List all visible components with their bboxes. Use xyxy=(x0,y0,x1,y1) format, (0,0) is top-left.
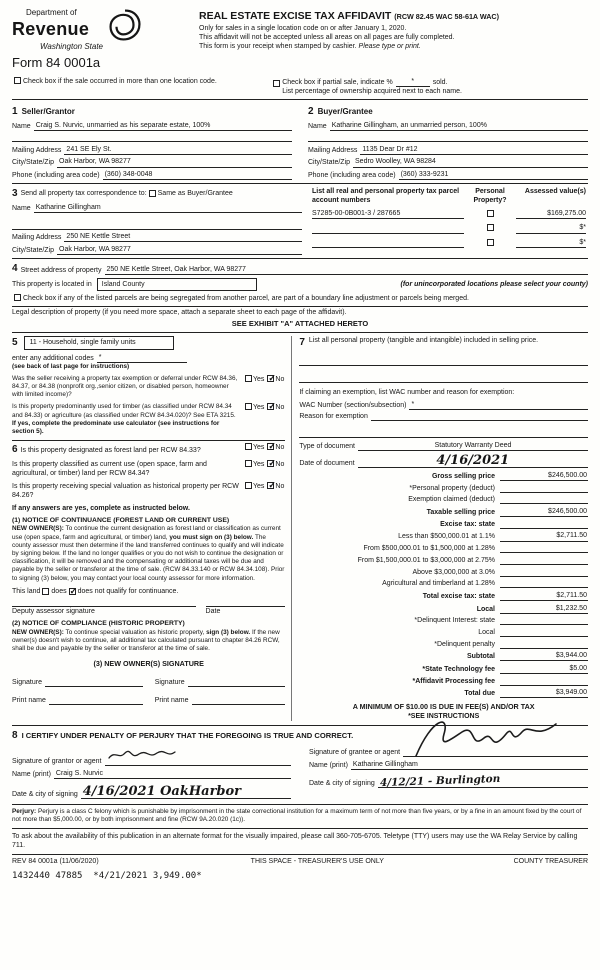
parcel-row xyxy=(312,209,588,219)
no-label: No xyxy=(275,444,285,452)
mailing-address-label: Mailing Address xyxy=(12,234,62,242)
title-block xyxy=(199,8,588,72)
seller-city-state-zip-field[interactable]: Oak Harbor, WA 98277 xyxy=(57,157,292,167)
buyer-name-field[interactable]: Katharine Gillingham, an unmarried person, 100% xyxy=(330,121,588,131)
state-technology-fee-label: *State Technology fee xyxy=(422,666,495,673)
same-as-buyer-label: Same as Buyer/Grantee xyxy=(157,190,233,198)
personal-property-list-line-1[interactable] xyxy=(299,357,588,366)
county-treasurer-label: COUNTY TREASURER xyxy=(513,858,588,866)
multi-location-checkbox[interactable] xyxy=(14,77,21,84)
type-of-document-label: Type of document xyxy=(299,443,356,451)
assessed-value-field[interactable]: $* xyxy=(516,238,586,248)
if-yes-note: If any answers are yes, complete as instructed below. xyxy=(12,504,190,512)
buyer-name-extra-line[interactable] xyxy=(308,133,588,142)
certify-statement: I CERTIFY UNDER PENALTY OF PERJURY THAT THE FOREGOING IS TRUE AND CORRECT. xyxy=(21,730,354,740)
land-use-code-field[interactable]: 11 - Household, single family units xyxy=(24,336,174,350)
tier2-value[interactable] xyxy=(500,544,588,553)
yes-checkbox[interactable] xyxy=(245,403,252,410)
tier3-label: From $1,500,000.01 to $3,000,000 at 2.75% xyxy=(357,556,495,564)
county-note: (for unincorporated locations please select your county) xyxy=(400,280,588,288)
buyer-mailing-address-field[interactable]: 1135 Dear Dr #12 xyxy=(360,145,588,155)
name-print-label: Name (print) xyxy=(12,770,51,778)
header-note-1: Only for sales in a single location code on or after January 1, 2020. xyxy=(199,24,407,32)
tier4-value[interactable] xyxy=(500,568,588,577)
assessed-value-field[interactable]: $169,275.00 xyxy=(516,209,586,219)
current-use-answer xyxy=(243,460,285,478)
tier4-label: Above $3,000,000 at 3.0% xyxy=(412,568,495,576)
does-not-qualify-checkbox[interactable] xyxy=(69,588,76,595)
divider xyxy=(12,332,588,333)
reason-exemption-label: Reason for exemption xyxy=(299,413,368,421)
deputy-assessor-signature-label: Deputy assessor signature xyxy=(12,607,95,615)
total-excise-state-value[interactable]: $2,711.50 xyxy=(500,591,588,601)
notice-continuance-body-2: The county assessor must then determine if the land transferred continues to qualify and will indicate by signing below. If the land no longer qualifies or you do not wish to continue the designation or classification, it will be removed and the compensating or additional taxes will be due and payable by the seller or transferor at the time of sale. (RCW 84.33.140 or RCW 84.34.108). Prior to signing (3) below, you may contact your local county assessor for more information. xyxy=(12,533,285,582)
yes-label: Yes xyxy=(252,375,265,383)
grantee-signature xyxy=(410,710,560,764)
section1-title: Seller/Grantor xyxy=(21,107,75,117)
excise-tax-state-value[interactable] xyxy=(500,520,588,529)
agricultural-timberland-label: Agricultural and timberland at 1.28% xyxy=(382,580,495,588)
divider xyxy=(12,258,588,259)
grantee-date-city-handwriting: 4/12/21 - Burlington xyxy=(379,772,501,789)
signature-label: Signature xyxy=(12,678,42,686)
grantee-signature-label: Signature of grantee or agent xyxy=(309,748,401,756)
certification-section xyxy=(12,725,588,799)
partial-sale-checkbox[interactable] xyxy=(273,80,280,87)
city-state-zip-label: City/State/Zip xyxy=(12,246,55,254)
new-owners-signature-title: (3) NEW OWNER(S) SIGNATURE xyxy=(93,659,204,669)
partial-sale-label: Check box if partial sale, indicate % xyxy=(282,79,393,87)
historic-property-answer xyxy=(243,482,285,500)
does-qualify-checkbox[interactable] xyxy=(42,588,49,595)
ownership-percent-note: List percentage of ownership acquired next to each name. xyxy=(282,88,462,96)
state-technology-fee-value[interactable]: $5.00 xyxy=(500,664,588,674)
no-label: No xyxy=(275,375,285,383)
date-city-label: Date & city of signing xyxy=(12,790,78,798)
grantor-signature xyxy=(107,748,177,762)
exemption-claimed-label: Exemption claimed (deduct) xyxy=(408,496,495,504)
total-due-label: Total due xyxy=(464,690,495,698)
multi-location-label: Check box if the sale occurred in more than one location code. xyxy=(23,78,217,86)
revenue-wordmark: Revenue xyxy=(12,19,90,40)
treasurer-stamp: 1432440 47885 *4/21/2021 3,949.00* xyxy=(12,871,202,882)
seller-mailing-address-field[interactable]: 241 SE Ely St. xyxy=(64,145,292,155)
section6-number: 6 xyxy=(12,444,18,456)
header-note-3-italic: Please type or print. xyxy=(358,42,421,50)
correspondence-mailing-address-field[interactable]: 250 NE Kettle Street xyxy=(64,232,302,242)
form-revision-label: REV 84 0001a (11/06/2020) xyxy=(12,858,99,866)
assessed-value-field[interactable]: $* xyxy=(516,223,586,233)
type-of-document-field[interactable]: Statutory Warranty Deed xyxy=(358,441,588,451)
seller-grantor-section xyxy=(12,103,292,180)
notice-continuance-body-1: To continue the current designation as forest land or classification as current use (open space, farm and agricultural, or timber) land, xyxy=(12,525,281,541)
footer xyxy=(12,854,588,866)
partial-sale-sold-label: sold. xyxy=(432,79,448,87)
notice-compliance-body-2: If the new owner(s) doesn't wish to continue, all additional tax calculated pursuant to chapter 84.26 RCW, shall be due and payable by the seller or transferor at the time of sale. xyxy=(12,628,280,653)
header-note-3: This form is your receipt when stamped by cashier. xyxy=(199,42,357,50)
yes-checkbox[interactable] xyxy=(245,460,252,467)
no-checkbox[interactable] xyxy=(267,443,274,450)
no-label: No xyxy=(275,483,285,491)
owner-signature-field-2[interactable] xyxy=(188,678,286,687)
total-due-value[interactable]: $3,949.00 xyxy=(500,688,588,698)
correspondence-name-field[interactable]: Katharine Gillingham xyxy=(34,203,302,213)
current-use-question: Is this property classified as current use (open space, farm and agricultural, or timber) land per RCW 84.34? xyxy=(12,461,207,478)
mailing-address-label: Mailing Address xyxy=(308,146,358,154)
correspondence-label: Send all property tax correspondence to: xyxy=(20,190,147,198)
parcel-row xyxy=(312,223,588,233)
exemption-intro: If claiming an exemption, list WAC number and reason for exemption: xyxy=(299,388,515,396)
tier3-value[interactable] xyxy=(500,556,588,565)
divider xyxy=(12,183,588,184)
delinquent-penalty-value[interactable] xyxy=(500,640,588,649)
parcel-column-header: List all real and personal property tax parcel account numbers xyxy=(312,188,460,205)
right-column xyxy=(291,336,588,721)
section7-number: 7 xyxy=(299,336,305,348)
section1-number: 1 xyxy=(12,106,18,118)
personal-property-list-line-2[interactable] xyxy=(299,374,588,383)
street-address-label: Street address of property xyxy=(20,266,102,274)
gross-selling-price-label: Gross selling price xyxy=(431,473,495,480)
this-land-label: This land xyxy=(12,587,41,595)
yes-checkbox[interactable] xyxy=(245,482,252,489)
correspondence-section xyxy=(12,187,588,255)
personal-property-column-header: Personal Property? xyxy=(473,188,507,205)
local-tax-value[interactable]: $1,232.50 xyxy=(500,604,588,614)
affidavit-processing-fee-label: *Affidavit Processing fee xyxy=(412,677,495,685)
grantee-date-city-field[interactable] xyxy=(378,772,588,789)
grantee-print-name-field[interactable]: Katharine Gillingham xyxy=(351,760,588,770)
segregated-checkbox[interactable] xyxy=(14,294,21,301)
grantor-date-city-field[interactable] xyxy=(81,783,291,799)
treasurer-space-label: THIS SPACE - TREASURER'S USE ONLY xyxy=(250,858,384,866)
yes-checkbox[interactable] xyxy=(245,443,252,450)
parcel-number-field[interactable]: S7285-00-0B001-3 / 287665 xyxy=(312,209,464,219)
no-checkbox[interactable] xyxy=(267,375,274,382)
divider xyxy=(12,99,588,100)
no-label: No xyxy=(275,404,285,412)
grantor-signature-field[interactable] xyxy=(105,748,291,766)
city-state-zip-label: City/State/Zip xyxy=(308,159,351,167)
dept-of-label: Department of xyxy=(26,8,77,17)
personal-property-checkbox[interactable] xyxy=(487,239,494,246)
owner-print-name-field-2[interactable] xyxy=(192,696,286,705)
date-city-label: Date & city of signing xyxy=(309,779,375,787)
tier1-value[interactable]: $2,711.50 xyxy=(500,531,588,541)
notice-continuance-bold: you must sign on (3) below. xyxy=(169,533,254,541)
divider xyxy=(12,440,285,441)
total-excise-state-label: Total excise tax: state xyxy=(422,592,495,600)
yes-label: Yes xyxy=(252,483,265,491)
notice-compliance-bold: sign (3) below. xyxy=(206,628,251,636)
seller-phone-field[interactable]: (360) 348-0048 xyxy=(103,170,292,180)
excise-tax-state-label: Excise tax: state xyxy=(440,520,495,528)
taxable-selling-price-value[interactable]: $246,500.00 xyxy=(500,507,588,517)
grantor-signature-block xyxy=(12,742,291,799)
parcel-number-field[interactable] xyxy=(312,225,464,234)
phone-label: Phone (including area code) xyxy=(308,172,396,180)
parcel-table xyxy=(312,187,588,255)
located-in-label: This property is located in xyxy=(12,280,92,288)
header-note-2: This affidavit will not be accepted unless all areas on all pages are fully completed. xyxy=(199,33,455,41)
delinquent-interest-local-label: Local xyxy=(478,628,495,636)
notice-compliance-body-1: To continue special valuation as historic property, xyxy=(65,628,205,636)
personal-property-intro: List all personal property (tangible and intangible) included in selling price. xyxy=(308,336,539,344)
personal-property-deduct-value[interactable] xyxy=(500,484,588,493)
date-label: Date xyxy=(205,607,221,615)
notice-continuance-title: (1) NOTICE OF CONTINUANCE (FOREST LAND OR CURRENT USE) xyxy=(12,516,230,524)
exemption-deferral-answer xyxy=(243,375,285,400)
form-title: REAL ESTATE EXCISE TAX AFFIDAVIT xyxy=(199,10,392,22)
personal-property-checkbox[interactable] xyxy=(487,224,494,231)
correspondence-city-state-zip-field[interactable]: Oak Harbor, WA 98277 xyxy=(57,245,302,255)
yes-label: Yes xyxy=(252,404,265,412)
gross-selling-price-value[interactable]: $246,500.00 xyxy=(500,471,588,481)
accessibility-notice: To ask about the availability of this publication in an alternate format for the visually impaired, please call 360-705-6705. Teletype (TTY) users may use the WA Relay Service by calling 711. xyxy=(12,828,588,850)
legal-description-value[interactable]: SEE EXHIBIT "A" ATTACHED HERETO xyxy=(231,319,369,329)
personal-property-deduct-label: *Personal property (deduct) xyxy=(409,484,495,492)
print-name-label: Print name xyxy=(12,696,46,704)
grantor-signature-label: Signature of grantor or agent xyxy=(12,757,102,765)
historic-property-question: Is this property receiving special valuation as historical property per RCW 84.26? xyxy=(12,483,239,500)
name-print-label: Name (print) xyxy=(309,761,348,769)
dor-logo-block xyxy=(12,8,187,72)
form-title-rcw: (RCW 82.45 WAC 58-61A WAC) xyxy=(394,12,500,21)
signature-label: Signature xyxy=(154,678,185,686)
buyer-city-state-zip-field[interactable]: Sedro Woolley, WA 98284 xyxy=(353,157,588,167)
yes-label: Yes xyxy=(252,444,265,452)
exemption-deferral-question: Was the seller receiving a property tax exemption or deferral under RCW 84.36, 84.37, or 84.38 (nonprofit org.,senior citizen, or disabled person, homeowner with limited income)? xyxy=(12,374,238,399)
predominate-use-note: If yes, complete the predominate use calculator (see instructions for section 5). xyxy=(12,419,220,435)
section3-number: 3 xyxy=(12,188,18,200)
seller-name-field[interactable]: Craig S. Nurvic, unmarried as his separate estate, 100% xyxy=(34,121,292,131)
parcel-number-field[interactable] xyxy=(312,239,464,248)
forest-land-answer xyxy=(243,443,285,456)
yes-checkbox[interactable] xyxy=(245,375,252,382)
city-state-zip-label: City/State/Zip xyxy=(12,159,55,167)
date-of-document-field[interactable]: 4/16/2021 xyxy=(436,453,510,469)
assessed-value-column-header: Assessed value(s) xyxy=(524,188,586,196)
exemption-claimed-value[interactable] xyxy=(500,495,588,504)
additional-codes-field[interactable]: * xyxy=(97,353,187,363)
affidavit-processing-fee-value[interactable] xyxy=(500,677,588,686)
grantor-date-city-handwriting: 4/16/2021 OakHarbor xyxy=(82,783,242,799)
divider xyxy=(12,306,588,307)
main-columns xyxy=(12,336,588,721)
reason-exemption-field[interactable] xyxy=(371,412,588,421)
wac-number-label: WAC Number (section/subsection) xyxy=(299,401,407,409)
buyer-grantee-section xyxy=(308,103,588,180)
same-as-buyer-checkbox[interactable] xyxy=(149,190,156,197)
buyer-phone-field[interactable]: (360) 333-9231 xyxy=(399,170,588,180)
name-label: Name xyxy=(308,122,327,130)
section5-number: 5 xyxy=(12,337,18,349)
print-name-label: Print name xyxy=(154,696,189,704)
taxable-selling-price-label: Taxable selling price xyxy=(426,509,495,517)
street-address-field[interactable]: 250 NE Kettle Street, Oak Harbor, WA 98277 xyxy=(105,265,589,275)
no-label: No xyxy=(275,461,285,469)
does-not-label: does not qualify for continuance. xyxy=(77,587,179,595)
additional-codes-label: enter any additional codes xyxy=(12,354,94,362)
name-label: Name xyxy=(12,122,31,130)
county-select[interactable]: Island County xyxy=(97,278,257,291)
personal-property-checkbox[interactable] xyxy=(487,210,494,217)
see-instructions-note: *SEE INSTRUCTIONS xyxy=(408,712,480,720)
section4-number: 4 xyxy=(12,262,18,274)
owner-signature-field-1[interactable] xyxy=(45,678,143,687)
washington-state-label: Washington State xyxy=(40,41,104,51)
section2-title: Buyer/Grantee xyxy=(317,107,373,117)
correspondence-extra-line[interactable] xyxy=(12,221,302,230)
seller-name-extra-line[interactable] xyxy=(12,133,292,142)
top-checkboxes-row xyxy=(12,77,588,96)
notice-compliance-title: (2) NOTICE OF COMPLIANCE (HISTORIC PROPERTY) xyxy=(12,619,185,627)
header xyxy=(12,8,588,72)
delinquent-penalty-label: *Delinquent penalty xyxy=(434,640,495,648)
section2-number: 2 xyxy=(308,106,314,118)
date-of-document-label: Date of document xyxy=(299,460,355,468)
new-owners-label: NEW OWNER(S): xyxy=(12,628,64,636)
section8-number: 8 xyxy=(12,729,18,741)
partial-sale-percent-field[interactable]: * xyxy=(396,77,430,87)
minimum-due-note: A MINIMUM OF $10.00 IS DUE IN FEE(S) AND/OR TAX xyxy=(352,702,535,712)
reason-exemption-extra-line[interactable] xyxy=(299,429,588,438)
phone-label: Phone (including area code) xyxy=(12,172,100,180)
new-owners-label: NEW OWNER(S): xyxy=(12,525,64,533)
see-back-note: (see back of last page for instructions) xyxy=(12,362,130,370)
form-number: Form 84 0001a xyxy=(12,55,101,71)
does-label: does xyxy=(51,587,67,595)
tier1-label: Less than $500,000.01 at 1.1% xyxy=(398,533,495,541)
perjury-body: Perjury is a class C felony which is punishable by imprisonment in the state correctional institution for a maximum term of not more than five years, or by a fine in an amount fixed by the court of not more than $5,000.00, or by both imprisonment and fine (RCW 9A.20.020 (1c)). xyxy=(12,807,582,823)
tier2-label: From $500,000.01 to $1,500,000 at 1.28% xyxy=(363,545,495,553)
dor-swirl-logo-icon xyxy=(108,8,142,42)
agricultural-timberland-value[interactable] xyxy=(500,579,588,588)
no-checkbox[interactable] xyxy=(267,482,274,489)
subtotal-value[interactable]: $3,944.00 xyxy=(500,651,588,661)
parcel-row xyxy=(312,238,588,248)
forest-land-question: Is this property designated as forest land per RCW 84.33? xyxy=(20,447,201,455)
delinquent-interest-state-label: *Delinquent Interest: state xyxy=(414,617,495,625)
no-checkbox[interactable] xyxy=(267,403,274,410)
name-label: Name xyxy=(12,204,31,212)
subtotal-label: Subtotal xyxy=(466,653,495,661)
local-tax-label: Local xyxy=(476,605,495,613)
legal-description-label: Legal description of property (if you need more space, attach a separate sheet to each page of the affidavit). xyxy=(12,309,347,317)
property-location-section xyxy=(12,262,588,329)
delinquent-interest-state-value[interactable] xyxy=(500,616,588,625)
mailing-address-label: Mailing Address xyxy=(12,146,62,154)
segregated-label: Check box if any of the listed parcels are being segregated from another parcel, are part of a boundary line adjustment or parcels being merged. xyxy=(23,295,469,302)
perjury-notice xyxy=(12,804,588,824)
seller-buyer-sections xyxy=(12,103,588,180)
yes-label: Yes xyxy=(252,461,265,469)
no-checkbox[interactable] xyxy=(267,460,274,467)
perjury-title: Perjury: xyxy=(12,807,37,815)
left-column xyxy=(12,336,291,721)
timber-agriculture-answer xyxy=(243,403,285,436)
wac-number-field[interactable]: * xyxy=(409,400,588,410)
timber-agriculture-question: Is this property predominantly used for timber (as classified under RCW 84.34 and 84.33) or agriculture (as classified under RCW 84.34.020)? See ETA 3215. xyxy=(12,403,236,419)
delinquent-interest-local-value[interactable] xyxy=(500,628,588,637)
owner-print-name-field-1[interactable] xyxy=(49,696,143,705)
grantor-print-name-field[interactable]: Craig S. Nurvic xyxy=(54,769,291,779)
